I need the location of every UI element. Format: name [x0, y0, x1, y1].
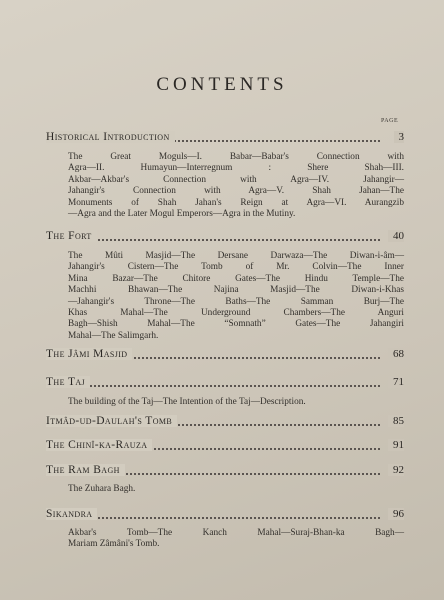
toc-description-line: Mahal—The Salimgarh. [68, 330, 159, 341]
toc-description-line: The Zuhara Bagh. [68, 484, 136, 494]
toc-heading: The Taj [46, 376, 90, 388]
toc-page-number: 71 [388, 376, 404, 388]
toc-entry-jami-masjid [46, 348, 404, 364]
toc-heading: The Ram Bagh [46, 464, 125, 476]
toc-page-number: 3 [394, 131, 405, 143]
toc-entry-itmad-ud-daulah [46, 415, 404, 431]
toc-description-line: Mariam Zâmâni's Tomb. [68, 539, 160, 550]
toc-heading: The Jâmi Masjid [46, 348, 132, 360]
toc-heading: The Fort [46, 230, 97, 242]
toc-entry-the-fort [46, 230, 404, 342]
toc-description-line: Jahangir's Cistern—The Tomb of Mr. Colvin—The Inner [68, 262, 404, 273]
toc-page-number: 96 [388, 508, 404, 520]
toc-description-line: The Mûti Masjid—The Dersane Darwaza—The Diwan-i-âm— [68, 251, 404, 261]
toc-entry-sikandra [46, 508, 404, 551]
toc-heading: Historical Introduction [46, 131, 175, 143]
toc-page-number: 40 [388, 230, 404, 242]
toc-description-line: The building of the Taj—The Intention of the Taj—Description. [68, 397, 306, 407]
toc-description-line: Machhi Bhawan—The Najina Masjid—The Diwan-i-Khas [68, 285, 404, 296]
toc-page-number: 85 [388, 415, 404, 427]
toc-entry-chini-ka-rauza [46, 439, 404, 455]
toc-entry-historical-introduction [46, 131, 404, 220]
toc-heading: Sikandra [46, 508, 97, 520]
toc-description-line: The Great Moguls—I. Babar—Babar's Connection with [68, 152, 404, 162]
toc-description-line: Khas Mahal—The Underground Chambers—The Anguri [68, 308, 404, 319]
toc-description-line: Agra—II. Humayun—Interregnum : Shere Shah—III. [68, 163, 404, 174]
toc-description [68, 251, 404, 342]
toc-description [68, 484, 404, 495]
toc-description [68, 397, 404, 408]
toc-heading: Itmâd-ud-Daulah's Tomb [46, 415, 177, 427]
toc-page-number: 91 [388, 439, 404, 451]
page-column-header: PAGE [381, 118, 399, 124]
toc-heading: The Chinî-ka-Rauza [46, 439, 152, 451]
toc-description-line: Akbar—Akbar's Connection with Agra—IV. Jahangir— [68, 174, 404, 185]
toc-description-line: Monuments of Shah Jahan's Reign at Agra—VI. Aurangzib [68, 197, 404, 208]
toc-description-line: Bagh—Shish Mahal—The “Somnath” Gates—The Jahangiri [68, 319, 404, 330]
toc-page-number: 68 [388, 348, 404, 360]
toc-description-line: Mina Bazar—The Chitore Gates—The Hindu Temple—The [68, 273, 404, 284]
toc-description-line: —Agra and the Later Mogul Emperors—Agra in the Mutiny. [68, 209, 296, 220]
page-title: CONTENTS [156, 74, 288, 95]
dot-leader [46, 385, 380, 387]
toc-description [68, 528, 404, 551]
toc-description-line: —Jahangir's Throne—The Baths—The Samman Burj—The [68, 296, 404, 307]
toc-description-line: Jahangir's Connection with Agra—V. Shah Jahan—The [68, 186, 404, 197]
toc-page-number: 92 [388, 464, 404, 476]
toc-description-line: Akbar's Tomb—The Kanch Mahal—Suraj-Bhan-ka Bagh— [68, 528, 404, 538]
toc-entry-the-taj [46, 376, 404, 408]
toc-entry-ram-bagh [46, 464, 404, 495]
toc-description [68, 152, 404, 220]
